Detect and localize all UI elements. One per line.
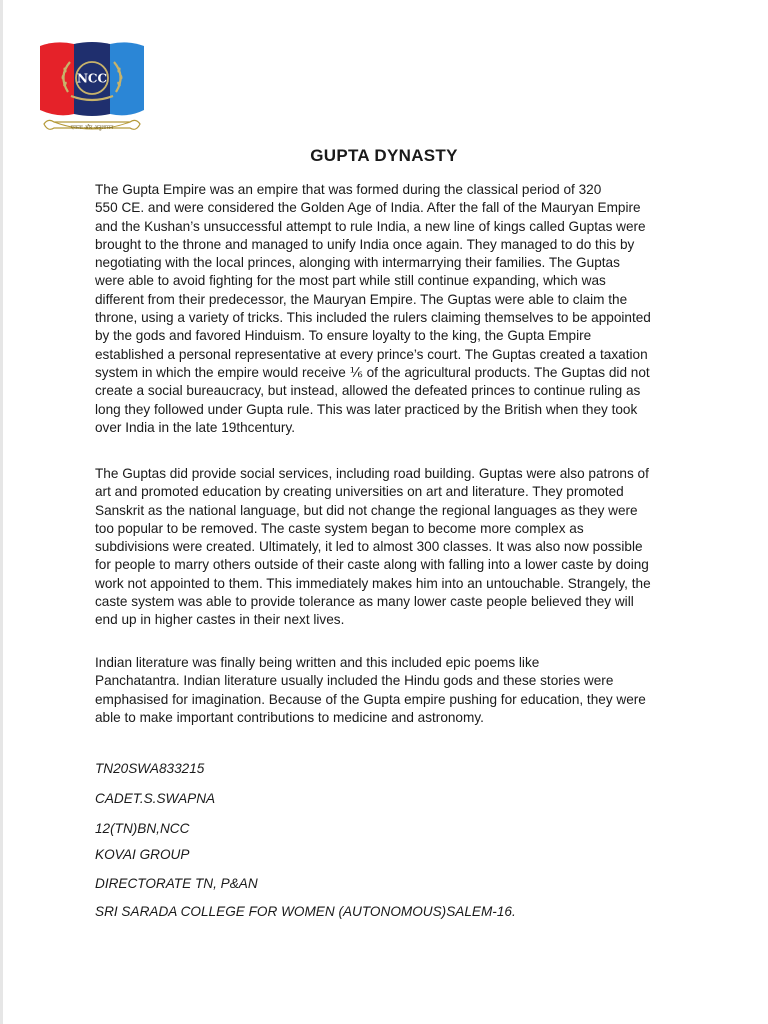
paragraph-history: The Gupta Empire was an empire that was formed during the classical period of 320 550 CE. and were considered the Golden Age of India. After the fall of the Mauryan Empire and the Kushan’s unsuccessful attempt to rule India, a new line of kings called Guptas were brought to the throne and managed to unify India once again. They managed to do this by negotiating with the local princes, alonging with intermarrying their families. The Guptas were able to avoid fighting for the most part while still continue expanding, which was different from their predecessor, the Mauryan Empire. The Guptas were able to claim the throne, using a variety of tricks. This included the rulers claiming themselves to be appointed by the gods and favored Hinduism. To ensure loyalty to the king, the Gupta Empire established a personal representative at every prince’s court. The Guptas created a taxation system in which the empire would receive ⅙ of the agricultural products. The Guptas did not create a social bureaucracy, but instead, allowed the defeated princes to continue ruling as long they followed under Gupta rule. This was later practiced by the British when they took over India in the late 19thcentury. [95, 182, 651, 435]
signature-group: KOVAI GROUP [95, 847, 190, 862]
signature-directorate: DIRECTORATE TN, P&AN [95, 876, 258, 891]
paragraph-social: The Guptas did provide social services, including road building. Guptas were also patrons of art and promoted education by creating universities on art and literature. They promoted Sanskrit as the national language, but did not change the regional languages as they were too popular to be removed. The caste system began to become more complex as subdivisions were created. Ultimately, it led to almost 300 classes. It was also now possible for people to marry others outside of their caste along with falling into a lower caste by doing work not appointed to them. This immediately makes him into an untouchable. Strangely, the caste system was able to provide tolerance as many lower caste people believed they will end up in higher castes in their next lives. [95, 466, 651, 628]
signature-cadet-name: CADET.S.SWAPNA [95, 791, 216, 806]
document-title: GUPTA DYNASTY [310, 146, 458, 165]
paragraph-literature: Indian literature was finally being written and this included epic poems like Panchatantra. Indian literature usually included the Hindu gods and these stories were emphasised for imagination. Because of the Gupta empire pushing for education, they were able to make important contributions to medicine and astronomy. [95, 655, 646, 725]
signature-cadet-id: TN20SWA833215 [95, 761, 205, 776]
signature-college: SRI SARADA COLLEGE FOR WOMEN (AUTONOMOUS)SALEM-16. [95, 904, 516, 919]
ncc-motto-text: एकता और अनुशासन [70, 125, 114, 131]
ncc-logo [38, 40, 146, 142]
signature-battalion: 12(TN)BN,NCC [95, 821, 190, 836]
ncc-emblem-text: NCC [76, 71, 108, 86]
